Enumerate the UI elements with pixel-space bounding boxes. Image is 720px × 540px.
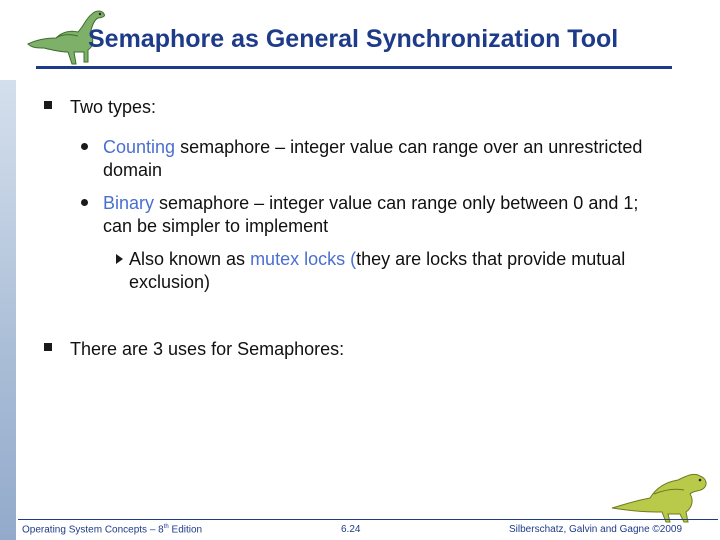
bullet-square-icon (44, 101, 52, 109)
dinosaur-icon (608, 464, 712, 526)
bullet-dot-icon (81, 199, 88, 206)
binary-term: Binary (103, 193, 155, 213)
bullet-triangle-icon (116, 254, 123, 264)
footer-book-title: Operating System Concepts – 8 (22, 524, 164, 536)
bullet-three-uses: There are 3 uses for Semaphores: (70, 339, 345, 359)
mutex-desc: they are locks that provide mutual (356, 249, 626, 269)
mutex-line (129, 248, 625, 270)
slide-title: Semaphore as General Synchronization Tool (88, 25, 619, 53)
mutex-term: mutex locks ( (250, 249, 357, 269)
footer-book (22, 524, 202, 535)
bullet-square-icon (44, 343, 52, 351)
mutex-cont: exclusion) (129, 272, 211, 292)
title-underline (36, 66, 672, 69)
counting-cont: domain (103, 160, 163, 180)
footer-book-sup: th (163, 524, 169, 530)
footer-rule (18, 519, 718, 520)
footer-copyright: Silberschatz, Galvin and Gagne ©2009 (509, 524, 683, 535)
mutex-pre: Also known as (129, 249, 251, 269)
left-decor-bar (0, 80, 16, 540)
counting-desc: semaphore – integer value can range over an unrestricted (175, 137, 643, 157)
footer-page-number: 6.24 (341, 524, 361, 535)
bullet-dot-icon (81, 143, 88, 150)
counting-line (103, 136, 642, 158)
footer-book-edition: Edition (168, 524, 203, 536)
bullet-two-types: Two types: (70, 97, 157, 117)
binary-cont: can be simpler to implement (103, 216, 329, 236)
binary-desc: semaphore – integer value can range only between 0 and 1; (154, 193, 639, 213)
binary-line (103, 192, 638, 214)
counting-term: Counting (103, 137, 176, 157)
